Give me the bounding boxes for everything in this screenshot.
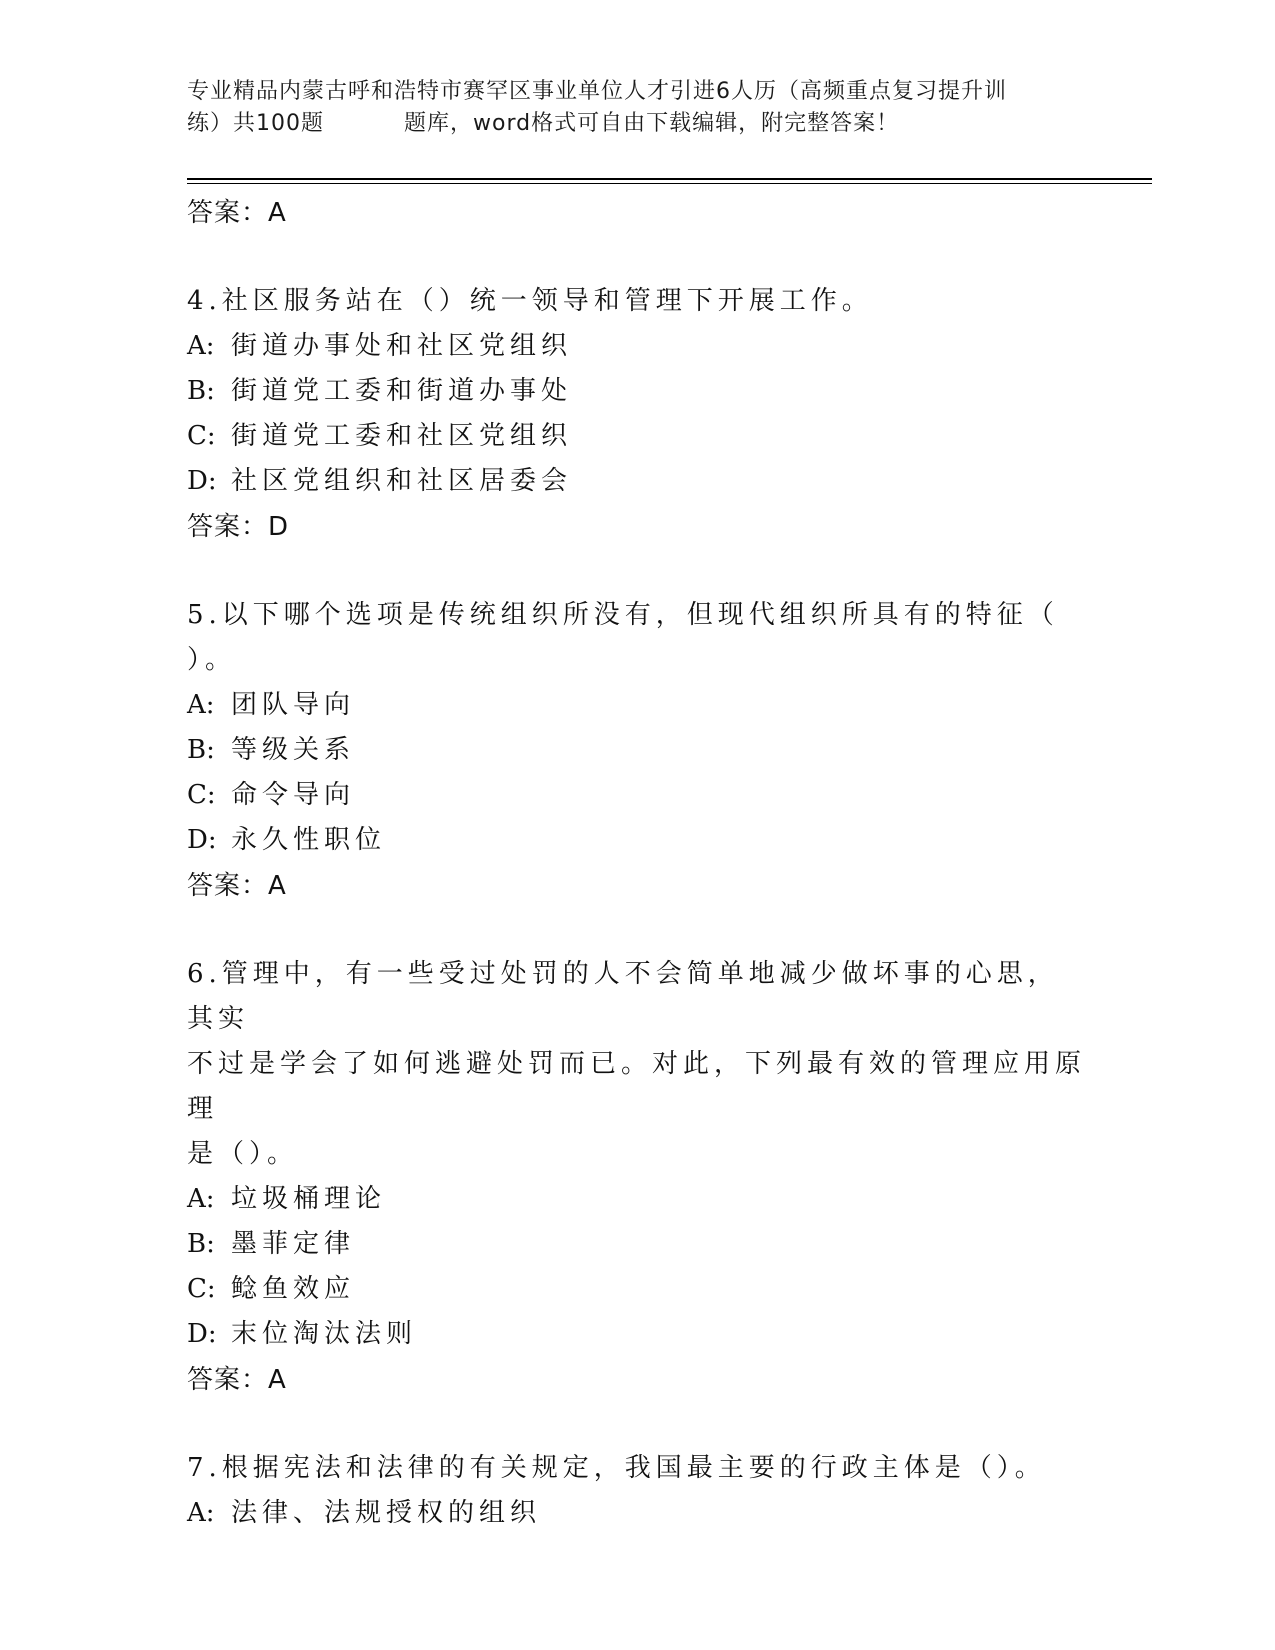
option-d (187, 459, 1087, 504)
header-rule-thin (187, 183, 1152, 184)
question-block (187, 952, 1087, 1403)
option-key: C: (187, 421, 216, 451)
option-text: 街道办事处和社区党组织 (231, 331, 573, 361)
option-text: 法律、法规授权的组织 (231, 1498, 542, 1528)
option-key: D: (187, 1319, 217, 1349)
question-text: 7.根据宪法和法律的有关规定，我国最主要的行政主体是（）。 (187, 1453, 1046, 1483)
option-a (187, 683, 1087, 728)
option-text: 末位淘汰法则 (231, 1319, 418, 1349)
option-key: A: (187, 331, 215, 361)
option-key: C: (187, 780, 216, 810)
answer-line: 答案：A (187, 871, 287, 901)
option-text: 墨菲定律 (231, 1229, 356, 1259)
option-text: 垃圾桶理论 (231, 1184, 387, 1214)
option-text: 街道党工委和街道办事处 (231, 376, 573, 406)
option-key: A: (187, 1184, 215, 1214)
option-b (187, 728, 1087, 773)
question-text-line-2: 不过是学会了如何逃避处罚而已。对此，下列最有效的管理应用原理 (187, 1049, 1087, 1124)
option-text: 永久性职位 (231, 825, 387, 855)
option-key: D: (187, 825, 217, 855)
header-line-2-right: 题库，word格式可自由下载编辑，附完整答案！ (404, 111, 900, 136)
option-b (187, 1222, 1087, 1267)
question-block (187, 279, 1087, 550)
option-c (187, 1267, 1087, 1312)
option-text: 团队导向 (231, 690, 356, 720)
question-text (187, 952, 1087, 1177)
question-block (187, 1446, 1087, 1536)
option-key: B: (187, 735, 215, 765)
option-key: C: (187, 1274, 216, 1304)
question-text-line-2: ）。 (187, 645, 237, 675)
option-d (187, 818, 1087, 863)
option-key: B: (187, 1229, 215, 1259)
option-key: A: (187, 1498, 215, 1528)
option-key: D: (187, 466, 217, 496)
option-a (187, 324, 1087, 369)
option-key: B: (187, 376, 215, 406)
header-rule-thick (187, 178, 1152, 180)
option-c (187, 414, 1087, 459)
question-block (187, 593, 1087, 909)
option-text: 鲶鱼效应 (231, 1274, 356, 1304)
option-key: A: (187, 690, 215, 720)
question-text-line-3: 是（）。 (187, 1139, 299, 1169)
header-line-2-left: 练）共100题 (187, 111, 324, 136)
question-text-line-1: 6.管理中，有一些受过处罚的人不会简单地减少做坏事的心思，其实 (187, 959, 1059, 1034)
option-c (187, 773, 1087, 818)
option-a (187, 1177, 1087, 1222)
answer-line: 答案：A (187, 198, 287, 228)
option-text: 社区党组织和社区居委会 (231, 466, 573, 496)
option-text: 命令导向 (231, 780, 356, 810)
header-line-1: 专业精品内蒙古呼和浩特市赛罕区事业单位人才引进6人历（高频重点复习提升训 (187, 79, 1007, 104)
question-text (187, 593, 1087, 683)
answer-line: 答案：D (187, 512, 290, 542)
option-text: 等级关系 (231, 735, 356, 765)
header-line-2 (187, 108, 1087, 140)
option-b (187, 369, 1087, 414)
question-content (187, 190, 1087, 1536)
question-text-line-1: 5.以下哪个选项是传统组织所没有，但现代组织所具有的特征（ (187, 600, 1059, 630)
question-text: 4.社区服务站在（）统一领导和管理下开展工作。 (187, 286, 873, 316)
page-header (187, 76, 1087, 140)
answer-line: 答案：A (187, 1365, 287, 1395)
option-text: 街道党工委和社区党组织 (231, 421, 573, 451)
option-d (187, 1312, 1087, 1357)
option-a (187, 1491, 1087, 1536)
